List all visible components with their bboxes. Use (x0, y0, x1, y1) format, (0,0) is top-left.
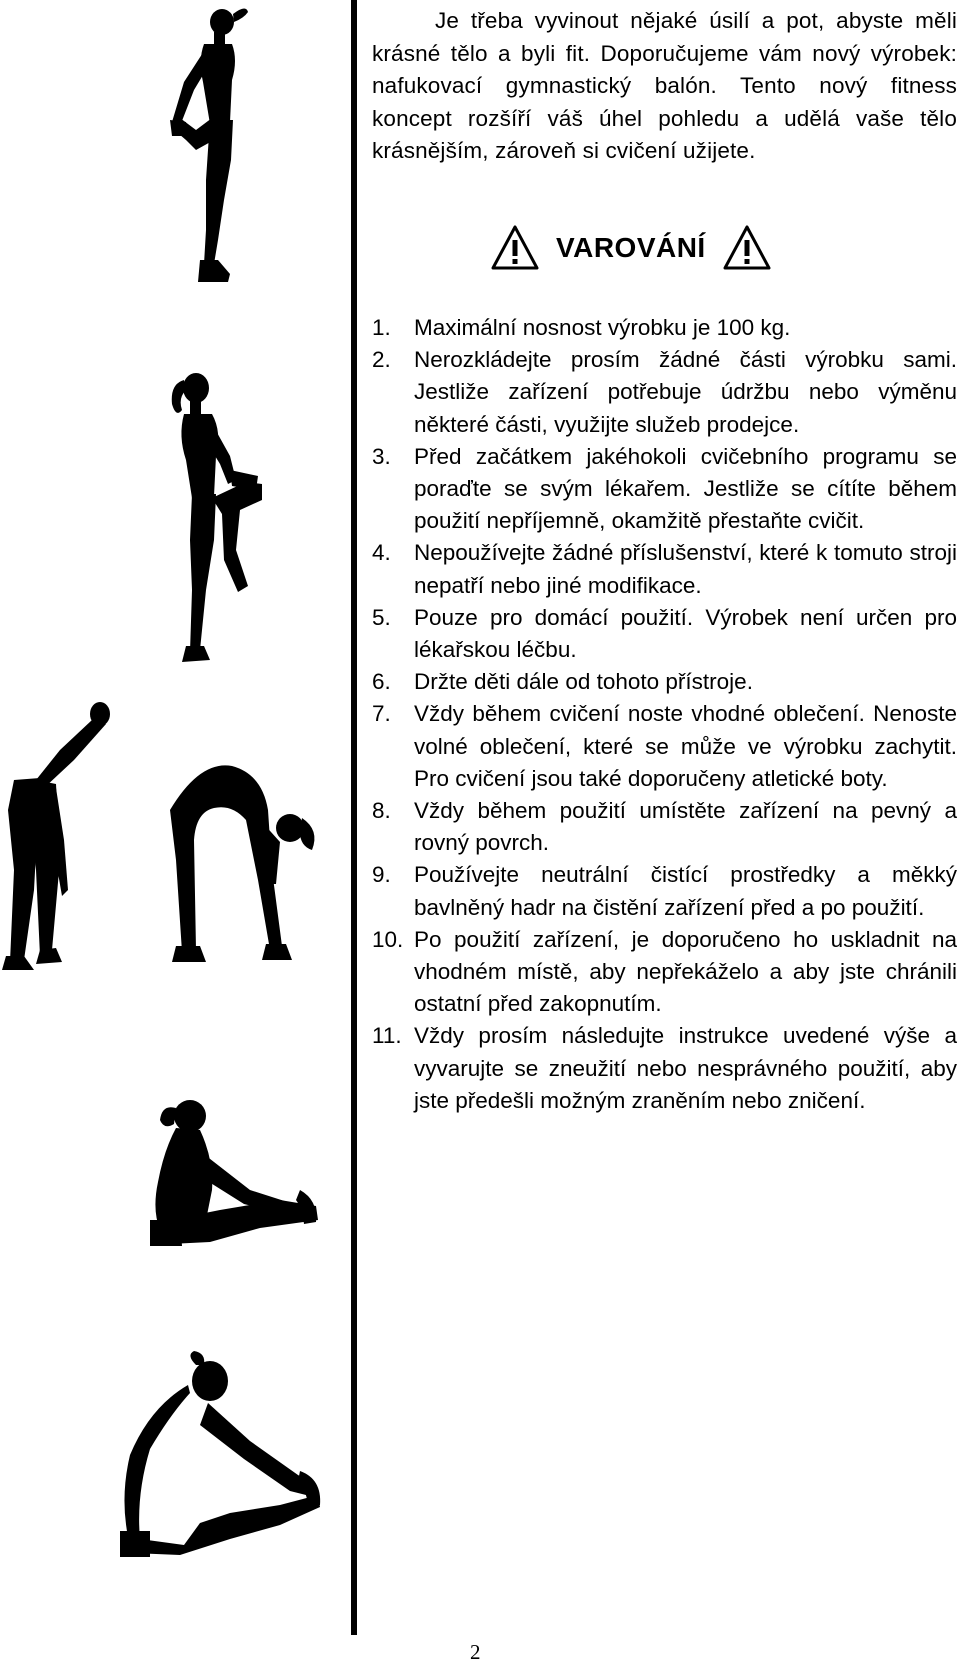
list-item-number: 2. (372, 347, 391, 373)
list-item-number: 9. (372, 862, 391, 888)
list-item (372, 1020, 957, 1117)
list-item-number: 1. (372, 315, 391, 340)
list-item-number: 3. (372, 443, 391, 469)
list-item-text: Maximální nosnost výrobku je 100 kg. (414, 315, 791, 340)
list-item-text: Vždy během cvičení noste vhodné oblečení. Nenoste volné oblečení, které se může ve výrobku zachytit. Pro cvičení jsou také doporučeny atletické boty. (414, 701, 957, 791)
exercise-figure-seated-fold (0, 1345, 345, 1565)
page-number: 2 (470, 1640, 481, 1664)
intro-text: Je třeba vyvinout nějaké úsilí a pot, abyste měli krásné tělo a byli fit. Doporučujeme vám nový výrobek: nafukovací gymnastický balón. Tento nový fitness koncept rozšíří váš úhel pohledu a udělá vaše tělo krásnějším, zároveň si cvičení užijete. (372, 8, 957, 163)
list-item-text: Před začátkem jakéhokoli cvičebního programu se poraďte se svým lékařem. Jestliže se cítíte během použití nepříjemně, okamžitě přestaňte cvičit. (414, 443, 957, 534)
list-item-text: Vždy během použití umístěte zařízení na pevný a rovný povrch. (414, 798, 957, 856)
warning-list (372, 312, 957, 1117)
list-item-text: Držte děti dále od tohoto přístroje. (414, 669, 753, 695)
list-item (372, 602, 957, 666)
list-item-number: 4. (372, 540, 391, 566)
list-item-number: 5. (372, 604, 391, 630)
list-item (372, 795, 957, 859)
vertical-divider (351, 0, 357, 1635)
exercise-figure-forward-bend (0, 700, 345, 990)
list-item (372, 924, 957, 1021)
warning-title: VAROVÁNÍ (556, 232, 706, 263)
list-item-text: Vždy prosím následujte instrukce uvedené výše a vyvarujte se zneužití nebo nesprávného použití, aby jste předešli možným zraněním nebo zničení. (414, 1023, 957, 1113)
warning-triangle-icon (490, 223, 540, 273)
list-item-text: Po použití zařízení, je doporučeno ho uskladnit na vhodném místě, aby nepřekáželo a aby jste chránili ostatní před zakopnutím. (414, 926, 957, 1017)
exercise-figure-seated-reach (0, 1090, 345, 1290)
list-item-text: Nepoužívejte žádné příslušenství, které k tomuto stroji nepatří nebo jiné modifikace. (414, 540, 957, 598)
list-item-text: Pouze pro domácí použití. Výrobek není určen pro lékařskou léčbu. (414, 604, 957, 663)
list-item (372, 344, 957, 441)
list-item-text: Nerozkládejte prosím žádné části výrobku sami. Jestliže zařízení potřebuje údržbu nebo výměnu některé části, využijte služeb prodejce. (414, 347, 957, 437)
list-item-number: 6. (372, 669, 391, 695)
list-item (372, 666, 957, 698)
list-item-text: Používejte neutrální čistící prostředky a měkký bavlněný hadr na čistění zařízení před a po použití. (414, 862, 957, 920)
list-item (372, 441, 957, 538)
list-item-number: 11. (372, 1023, 402, 1049)
list-item-number: 10. (372, 926, 404, 952)
exercise-figure-knee-raise (0, 360, 345, 700)
list-item (372, 698, 957, 795)
intro-paragraph (372, 5, 957, 168)
list-item (372, 537, 957, 601)
exercise-figure-quad-stretch (0, 0, 345, 300)
list-item (372, 312, 957, 344)
warning-heading (490, 220, 772, 276)
list-item (372, 859, 957, 923)
list-item-number: 8. (372, 798, 391, 824)
warning-triangle-icon (722, 223, 772, 273)
list-item-number: 7. (372, 701, 391, 727)
